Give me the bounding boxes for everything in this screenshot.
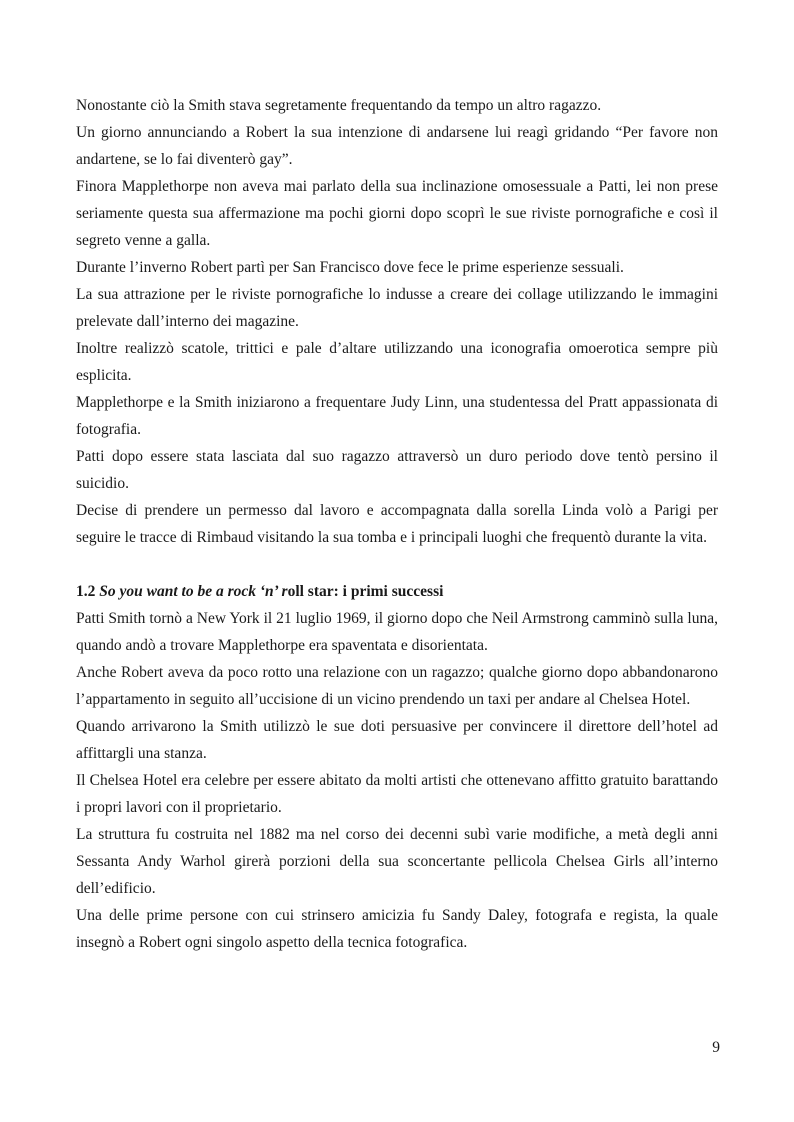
paragraph: Durante l’inverno Robert partì per San Francisco dove fece le prime esperienze sessuali.	[76, 259, 624, 276]
section-heading	[76, 578, 718, 605]
paragraph: La sua attrazione per le riviste pornografiche lo indusse a creare dei collage utilizzando le immagini prelevate dall’interno dei magazine.	[76, 286, 718, 330]
paragraph: Il Chelsea Hotel era celebre per essere abitato da molti artisti che ottenevano affitto gratuito barattando i propri lavori con il proprietario.	[76, 772, 718, 816]
paragraph: Una delle prime persone con cui strinsero amicizia fu Sandy Daley, fotografa e regista, la quale insegnò a Robert ogni singolo aspetto della tecnica fotografica.	[76, 907, 718, 951]
paragraph: Nonostante ciò la Smith stava segretamente frequentando da tempo un altro ragazzo.	[76, 97, 602, 114]
page-number: 9	[712, 1039, 720, 1056]
document-page	[76, 92, 718, 956]
section-number: 1.2	[76, 583, 96, 600]
paragraph: Patti Smith tornò a New York il 21 luglio 1969, il giorno dopo che Neil Armstrong camminò sulla luna, quando andò a trovare Mapplethorpe era spaventata e disorientata.	[76, 610, 718, 654]
paragraph: Mapplethorpe e la Smith iniziarono a frequentare Judy Linn, una studentessa del Pratt appassionata di fotografia.	[76, 394, 718, 438]
paragraph: Decise di prendere un permesso dal lavoro e accompagnata dalla sorella Linda volò a Parigi per seguire le tracce di Rimbaud visitando la sua tomba e i principali luoghi che frequentò durante la vita.	[76, 502, 718, 546]
paragraphs-after-section	[76, 605, 718, 956]
paragraph: Inoltre realizzò scatole, trittici e pale d’altare utilizzando una iconografia omoerotica sempre più esplicita.	[76, 340, 718, 384]
section-spacer	[76, 551, 718, 578]
paragraph: La struttura fu costruita nel 1882 ma nel corso dei decenni subì varie modifiche, a metà degli anni Sessanta Andy Warhol girerà porzioni della sua sconcertante pellicola Chelsea Girls all’interno dell’edificio.	[76, 826, 718, 897]
section-title-rest: oll star: i primi successi	[287, 583, 444, 600]
paragraph: Anche Robert aveva da poco rotto una relazione con un ragazzo; qualche giorno dopo abbandonarono l’appartamento in seguito all’uccisione di un vicino prendendo un taxi per andare al Chelsea Hotel.	[76, 664, 718, 708]
paragraph: Finora Mapplethorpe non aveva mai parlato della sua inclinazione omosessuale a Patti, lei non prese seriamente questa sua affermazione ma pochi giorni dopo scoprì le sue riviste pornografiche e così il segreto venne a galla.	[76, 178, 718, 249]
paragraphs-before-section	[76, 92, 718, 551]
section-title-italic: So you want to be a rock ‘n’ r	[99, 583, 288, 600]
paragraph: Patti dopo essere stata lasciata dal suo ragazzo attraversò un duro periodo dove tentò persino il suicidio.	[76, 448, 718, 492]
paragraph: Un giorno annunciando a Robert la sua intenzione di andarsene lui reagì gridando “Per favore non andartene, se lo fai diventerò gay”.	[76, 124, 718, 168]
paragraph: Quando arrivarono la Smith utilizzò le sue doti persuasive per convincere il direttore dell’hotel ad affittargli una stanza.	[76, 718, 718, 762]
